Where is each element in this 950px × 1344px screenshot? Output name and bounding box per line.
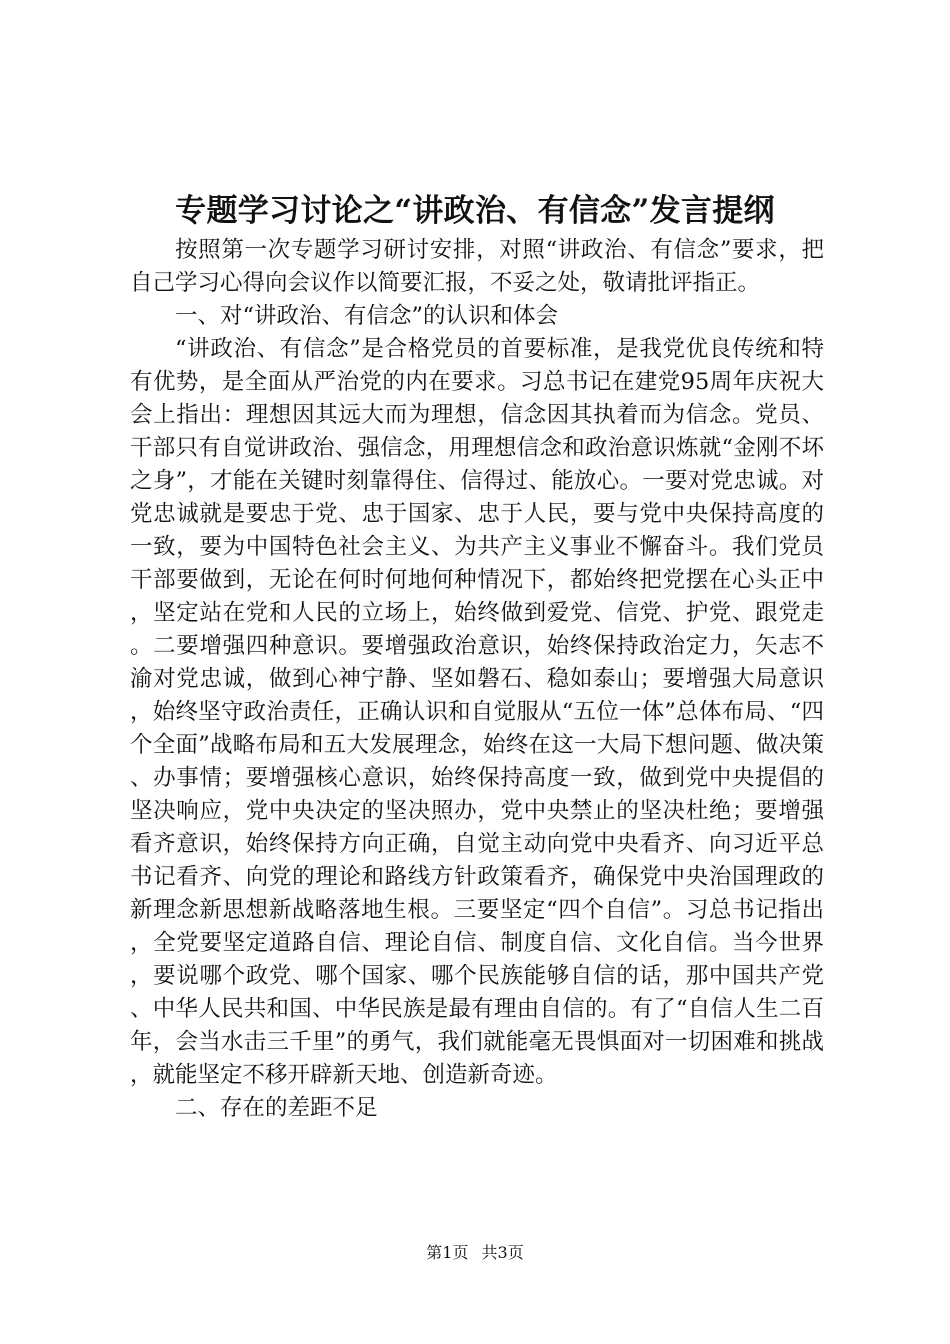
page-total: 共3页 bbox=[481, 1243, 524, 1262]
page-number: 第1页 bbox=[426, 1243, 469, 1262]
section-1-paragraph: “讲政治、有信念”是合格党员的首要标准，是我党优良传统和特有优势，是全面从严治党的内在要求。习总书记在建党95周年庆祝大会上指出：理想因其远大而为理想，信念因其执着而为信念。党员、干部只有自觉讲政治、强信念，用理想信念和政治意识炼就“金刚不坏之身”，才能在关键时刻靠得住、信得过、能放心。一要对党忠诚。对党忠诚就是要忠于党、忠于国家、忠于人民，要与党中央保持高度的一致，要为中国特色社会主义、为共产主义事业不懈奋斗。我们党员干部要做到，无论在何时何地何种情况下，都始终把党摆在心头正中，坚定站在党和人民的立场上，始终做到爱党、信党、护党、跟党走。二要增强四种意识。要增强政治意识，始终保持政治定力，矢志不渝对党忠诚，做到心神宁静、坚如磐石、稳如泰山；要增强大局意识，始终坚守政治责任，正确认识和自觉服从“五位一体”总体布局、“四个全面”战略布局和五大发展理念，始终在这一大局下想问题、做决策、办事情；要增强核心意识，始终保持高度一致，做到党中央提倡的坚决响应，党中央决定的坚决照办，党中央禁止的坚决杜绝；要增强看齐意识，始终保持方向正确，自觉主动向党中央看齐、向习近平总书记看齐、向党的理论和路线方针政策看齐，确保党中央治国理政的新理念新思想新战略落地生根。三要坚定“四个自信”。习总书记指出，全党要坚定道路自信、理论自信、制度自信、文化自信。当今世界，要说哪个政党、哪个国家、哪个民族能够自信的话，那中国共产党、中华人民共和国、中华民族是最有理由自信的。有了“自信人生二百年，会当水击三千里”的勇气，我们就能毫无畏惧面对一切困难和挑战，就能坚定不移开辟新天地、创造新奇迹。 bbox=[130, 336, 824, 1088]
page-footer bbox=[0, 1242, 950, 1264]
document-body bbox=[130, 234, 824, 1125]
section-heading-1: 一、对“讲政治、有信念”的认识和体会 bbox=[175, 303, 559, 329]
intro-paragraph: 按照第一次专题学习研讨安排，对照“讲政治、有信念”要求，把自己学习心得向会议作以简要汇报，不妥之处，敬请批评指正。 bbox=[130, 237, 824, 296]
section-heading-2: 二、存在的差距不足 bbox=[175, 1095, 378, 1121]
document-title: 专题学习讨论之“讲政治、有信念”发言提纲 bbox=[175, 193, 775, 229]
